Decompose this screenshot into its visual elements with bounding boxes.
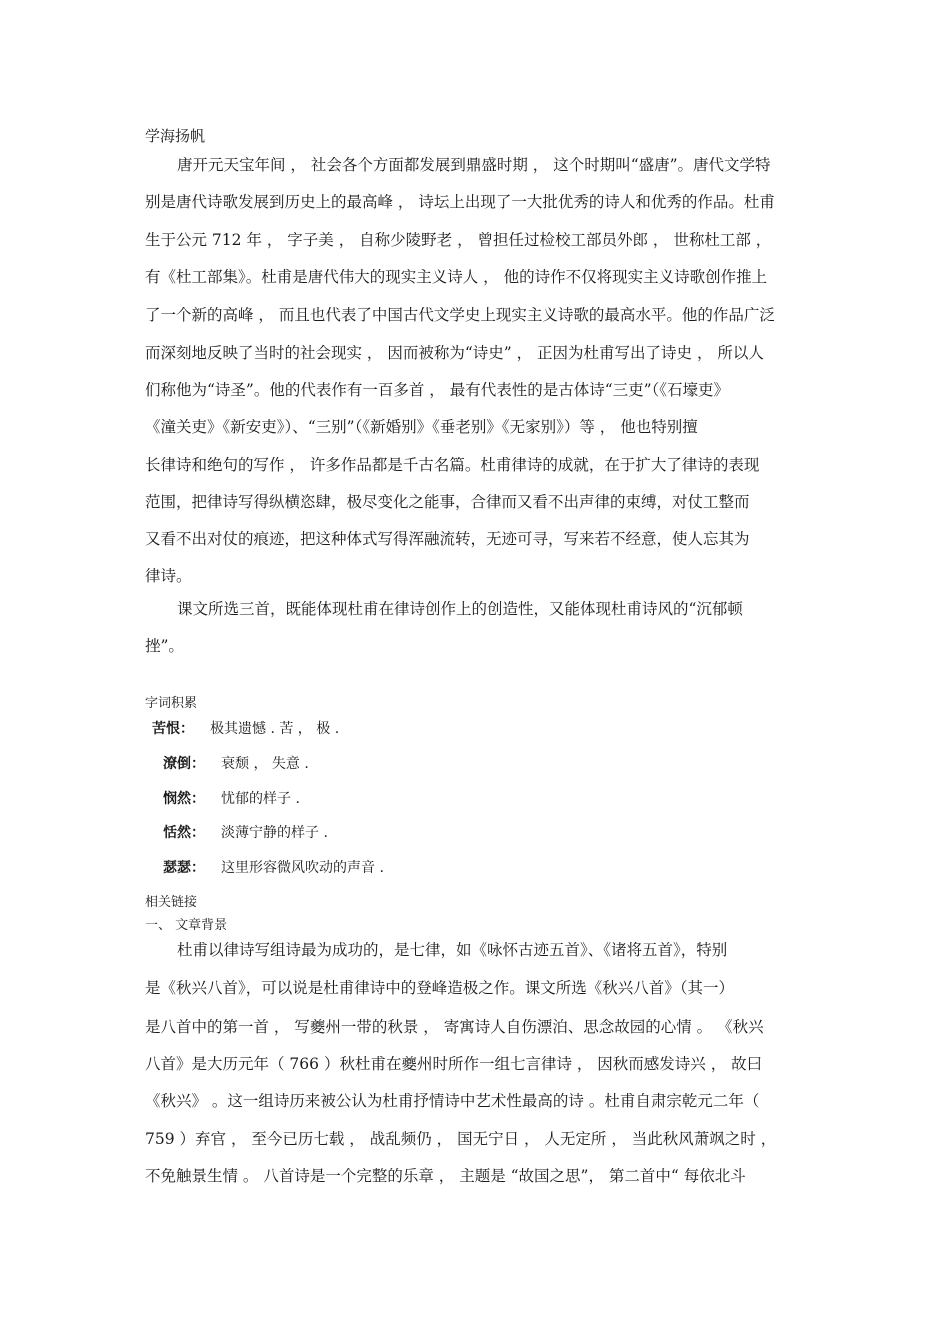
- paragraph-line: 唐开元天宝年间 ， 社会各个方面都发展到鼎盛时期 ， 这个时期叫“盛唐”。唐代文学特: [177, 156, 771, 174]
- vocab-term: 潦倒：: [163, 756, 205, 772]
- paragraph-line: 了一个新的高峰 ， 而且也代表了中国古代文学史上现实主义诗歌的最高水平。他的作品广泛: [145, 306, 775, 324]
- vocab-term: 苦恨：: [152, 721, 194, 737]
- vocab-definition: 极其遗憾 . 苦 ， 极 .: [210, 721, 340, 737]
- section-title-xuehai: 学海扬帆: [145, 127, 206, 145]
- paragraph-line: 挫”。: [145, 637, 184, 655]
- vocab-definition: 这里形容微风吹动的声音 .: [221, 860, 384, 876]
- paragraph-line: 《潼关吏》《新安吏》）、“三别”（《新婚别》《垂老别》《无家别》）等 ， 他也特别擅: [145, 418, 698, 436]
- subsection-title-background: 一、 文章背景: [145, 918, 228, 933]
- paragraph-line: 长律诗和绝句的写作 ， 许多作品都是千古名篇。杜甫律诗的成就，在于扩大了律诗的表现: [145, 456, 760, 474]
- paragraph-line: 是《秋兴八首》，可以说是杜甫律诗中的登峰造极之作。课文所选《秋兴八首》（其一）: [145, 979, 735, 997]
- paragraph-line: 生于公元 712 年 ， 字子美 ， 自称少陵野老 ， 曾担任过检校工部员外郎 ， 世称杜工部 ，: [145, 231, 772, 249]
- paragraph-line: 课文所选三首，既能体现杜甫在律诗创作上的创造性，又能体现杜甫诗风的“沉郁顿: [177, 600, 743, 618]
- paragraph-line: 律诗。: [145, 567, 192, 585]
- vocab-term: 瑟瑟：: [163, 860, 205, 876]
- paragraph-line: 们称他为“诗圣”。他的代表作有一百多首 ， 最有代表性的是古体诗“三吏”（《石壕吏》: [145, 381, 730, 399]
- vocab-definition: 淡薄宁静的样子 .: [221, 825, 328, 841]
- paragraph-line: 八首》是大历元年（ 766 ）秋杜甫在夔州时所作一组七言律诗 ， 因秋而感发诗兴 ， 故曰: [145, 1055, 763, 1073]
- paragraph-line: 而深刻地反映了当时的社会现实 ， 因而被称为“诗史” ， 正因为杜甫写出了诗史 ， 所以人: [145, 344, 764, 362]
- paragraph-line: 有《杜工部集》。杜甫是唐代伟大的现实主义诗人 ， 他的诗作不仅将现实主义诗歌创作推上: [145, 268, 768, 286]
- paragraph-line: 范围，把律诗写得纵横恣肆，极尽变化之能事，合律而又看不出声律的束缚，对仗工整而: [145, 493, 750, 511]
- paragraph-line: 是八首中的第一首 ， 写夔州一带的秋景 ， 寄寓诗人自伤漂泊、思念故园的心情 。 《秋兴: [145, 1018, 764, 1036]
- paragraph-line: 759 ）弃官 ， 至今已历七载 ， 战乱频仍 ， 国无宁日 ， 人无定所 ， 当此秋风萧飒之时 ，: [145, 1130, 777, 1148]
- vocab-term: 恬然：: [163, 825, 205, 841]
- vocab-term: 悯然：: [163, 791, 205, 807]
- paragraph-line: 不免触景生情 。 八首诗是一个完整的乐章 ， 主题是 “故国之思”， 第二首中“ 每依北斗: [145, 1167, 746, 1185]
- paragraph-line: 又看不出对仗的痕迹，把这种体式写得浑融流转，无迹可寻，写来若不经意，使人忘其为: [145, 530, 750, 548]
- paragraph-line: 《秋兴》 。这一组诗历来被公认为杜甫抒情诗中艺术性最高的诗 。杜甫自肃宗乾元二年（: [145, 1092, 760, 1110]
- paragraph-line: 别是唐代诗歌发展到历史上的最高峰 ， 诗坛上出现了一大批优秀的诗人和优秀的作品。杜甫: [145, 193, 775, 211]
- vocab-definition: 衰颓 ， 失意 .: [221, 756, 309, 772]
- section-title-links: 相关链接: [145, 895, 198, 910]
- paragraph-line: 杜甫以律诗写组诗最为成功的，是七律，如《咏怀古迹五首》、《诸将五首》，特别: [177, 941, 728, 959]
- section-title-vocab: 字词积累: [145, 696, 198, 711]
- vocab-definition: 忧郁的样子 .: [221, 791, 300, 807]
